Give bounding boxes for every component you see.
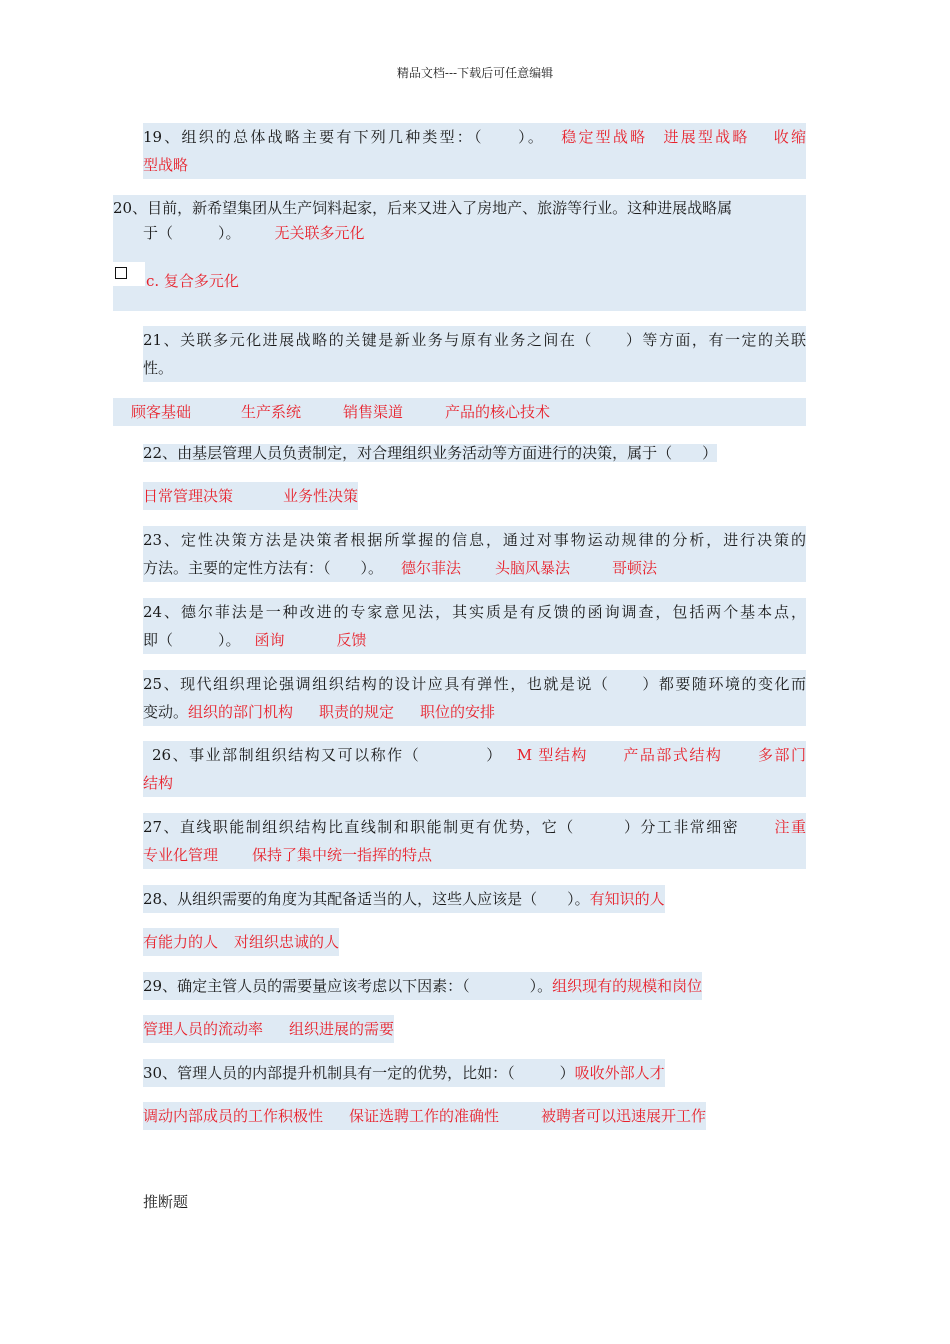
question-22-text: 22、由基层管理人员负责制定，对合理组织业务活动等方面进行的决策，属于（ ）: [143, 444, 718, 462]
question-27-line1: [143, 813, 806, 841]
question-19-text: 19、组织的总体战略主要有下列几种类型：（ ）。: [143, 128, 546, 146]
question-20-line1: 20、目前，新希望集团从生产饲料起家，后来又进入了房地产、旅游等行业。这种进展战略属: [113, 199, 733, 217]
answer: 生产系统: [241, 403, 302, 421]
question-21: [143, 326, 806, 382]
checkbox-icon[interactable]: [115, 267, 127, 279]
answer: 稳定型战略: [559, 128, 648, 146]
answer: 业务性决策: [283, 487, 359, 505]
answer: 哥顿法: [612, 559, 658, 577]
question-23: [143, 526, 806, 582]
answer: 职位的安排: [420, 703, 496, 721]
question-20-line2: [113, 221, 806, 245]
question-24-line2: [143, 626, 367, 654]
answer: 有知识的人: [589, 890, 665, 908]
answer: 收缩: [771, 128, 806, 146]
question-21-line1: 21、关联多元化进展战略的关键是新业务与原有业务之间在（ ）等方面，有一定的关联: [143, 331, 806, 349]
answer: 进展型战略: [661, 128, 750, 146]
answer: 组织进展的需要: [289, 1020, 395, 1038]
question-25: [143, 670, 806, 726]
answer: 无关联多元化: [274, 224, 365, 242]
question-24-text: 即（ ）。: [143, 631, 241, 649]
question-28: [143, 885, 665, 913]
answer: 结构: [143, 774, 174, 792]
answer: 组织的部门机构: [188, 703, 294, 721]
answer: 管理人员的流动率: [143, 1020, 264, 1038]
question-26: [143, 741, 806, 797]
question-30-answers: [143, 1102, 706, 1130]
question-22-answers: [143, 482, 358, 510]
answer: 专业化管理: [143, 846, 219, 864]
answer: 型战略: [143, 156, 189, 174]
answer: 调动内部成员的工作积极性: [143, 1107, 324, 1125]
answer: 注重: [773, 818, 806, 836]
question-20-text: 于（ ）。: [143, 224, 241, 242]
question-25-line2: [143, 698, 495, 726]
answer: 吸收外部人才: [574, 1064, 665, 1082]
answer: 销售渠道: [343, 403, 404, 421]
question-26-line1: [143, 741, 806, 769]
question-28-answers: [143, 928, 339, 956]
answer: 产品的核心技术: [445, 403, 551, 421]
question-28-text: 28、从组织需要的角度为其配备适当的人，这些人应该是（ ）。: [143, 890, 590, 908]
question-27-line2: [143, 841, 432, 869]
question-20: [113, 195, 806, 245]
answer: 产品部式结构: [621, 746, 723, 764]
answer: 职责的规定: [319, 703, 395, 721]
question-21-line2: 性。: [143, 359, 174, 377]
answer: 顾客基础: [131, 403, 192, 421]
question-23-text: 方法。主要的定性方法有：（ ）。: [143, 559, 384, 577]
answer: 日常管理决策: [143, 487, 234, 505]
answer: 函询: [254, 631, 285, 649]
option-c: c. 复合多元化: [146, 272, 239, 290]
question-24: [143, 598, 806, 654]
answer: 德尔菲法: [401, 559, 462, 577]
answer: 被聘者可以迅速展开工作: [541, 1107, 707, 1125]
question-29: [143, 972, 702, 1000]
question-23-line1: 23、定性决策方法是决策者根据所掌握的信息，通过对事物运动规律的分析，进行决策的: [143, 531, 806, 549]
answer: 对组织忠诚的人: [234, 933, 340, 951]
question-30-text: 30、管理人员的内部提升机制具有一定的优势，比如：（ ）: [143, 1064, 575, 1082]
answer: 组织现有的规模和岗位: [552, 977, 703, 995]
question-26-text: 26、事业部制组织结构又可以称作（ ）: [152, 746, 503, 764]
question-23-line2: [143, 554, 657, 582]
section-heading: 推断题: [143, 1193, 189, 1211]
question-25-text: 变动。: [143, 703, 189, 721]
question-29-answers: [143, 1015, 394, 1043]
answer: M 型结构: [516, 746, 588, 764]
answer: 多部门: [756, 746, 806, 764]
question-25-line1: 25、现代组织理论强调组织结构的设计应具有弹性，也就是说（ ）都要随环境的变化而: [143, 675, 806, 693]
question-19: [143, 123, 806, 179]
answer: 头脑风暴法: [495, 559, 571, 577]
question-21-answers: [113, 398, 806, 426]
question-24-line1: 24、德尔菲法是一种改进的专家意见法，其实质是有反馈的函询调查，包括两个基本点，: [143, 603, 806, 621]
question-29-text: 29、确定主管人员的需要量应该考虑以下因素：（ ）。: [143, 977, 553, 995]
answer: 反馈: [336, 631, 367, 649]
question-19-line1: [143, 123, 806, 151]
page-header: 精品文档---下载后可任意编辑: [396, 66, 554, 80]
question-27-text: 27、直线职能制组织结构比直线制和职能制更有优势，它（ ）分工非常细密: [143, 818, 740, 836]
question-27: [143, 813, 806, 869]
question-22: [143, 439, 806, 467]
question-30: [143, 1059, 665, 1087]
answer: 保证选聘工作的准确性: [349, 1107, 500, 1125]
answer: 有能力的人: [143, 933, 219, 951]
answer: 保持了集中统一指挥的特点: [252, 846, 433, 864]
